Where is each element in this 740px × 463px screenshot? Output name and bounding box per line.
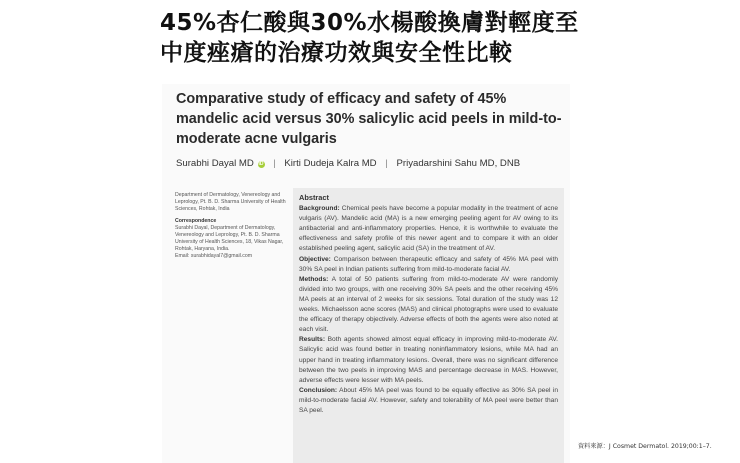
results-label: Results: bbox=[299, 336, 326, 344]
background-label: Background: bbox=[299, 205, 340, 213]
correspondence-email: Email: surabhidayal7@gmail.com bbox=[175, 253, 253, 259]
abstract-methods bbox=[299, 275, 558, 336]
objective-text: Comparison between therapeutic efficacy and safety of 45% MA peel with 30% SA peel in Indian patients suffering from mild-to-moderate facial AV. bbox=[299, 255, 558, 273]
results-text: Both agents showed almost equal efficacy in improving mild-to-moderate AV. Salicylic acid was found better in treating noninflammatory lesions, while MA had an upper hand in treating inflammatory lesions. Overall, there was no significant difference between the two peels in improving MAS and percentage decrease in MAS. However, adverse effects were lesser with MA peels. bbox=[299, 336, 558, 384]
methods-label: Methods: bbox=[299, 275, 329, 283]
author-3: Priyadarshini Sahu MD, DNB bbox=[396, 158, 521, 169]
author-1: Surabhi Dayal MD bbox=[176, 158, 254, 169]
conclusion-text: About 45% MA peel was found to be equally effective as 30% SA peel in mild-to-moderate facial AV. However, safety and tolerability of MA peel were better than SA peel. bbox=[299, 386, 559, 414]
conclusion-label: Conclusion: bbox=[299, 386, 338, 394]
orcid-icon: iD bbox=[258, 161, 264, 167]
author-separator: | bbox=[385, 158, 388, 169]
background-text: Chemical peels have become a popular modality in the treatment of acne vulgaris (AV). Mandelic acid (MA) is a new emerging peeling agent for AV owing to its antibacterial and anti-inflammatory properties. Hence, it is worthwhile to evaluate the effectiveness and safety profile of this newer agent and to compare it with an older established peeling agent, salicylic acid (SA) in the treatment of AV. bbox=[299, 205, 558, 253]
abstract-background bbox=[299, 204, 558, 254]
slide-title bbox=[160, 8, 720, 68]
affiliation-column bbox=[175, 192, 287, 260]
affiliation: Department of Dermatology, Venereology and Leprology, Pt. B. D. Sharma University of Health Sciences, Rohtak, India bbox=[175, 192, 286, 212]
correspondence-label: Correspondence bbox=[175, 218, 217, 224]
slide-title-line-2: 中度痤瘡的治療功效與安全性比較 bbox=[160, 40, 513, 66]
abstract-objective bbox=[299, 255, 558, 275]
paper-excerpt bbox=[162, 84, 570, 463]
paper-title: Comparative study of efficacy and safety of 45% mandelic acid versus 30% salicylic acid peels in mild-to-moderate acne vulgaris bbox=[176, 91, 562, 147]
abstract-box bbox=[293, 188, 564, 463]
slide-title-line-1: 45%杏仁酸與30%水楊酸換膚對輕度至 bbox=[160, 10, 579, 36]
source-citation: 資料來源：J Cosmet Dermatol. 2019;00:1–7. bbox=[578, 443, 712, 450]
author-separator: | bbox=[273, 158, 276, 169]
abstract-heading: Abstract bbox=[299, 193, 329, 202]
abstract-results bbox=[299, 335, 558, 385]
author-list bbox=[176, 158, 556, 169]
methods-text: A total of 50 patients suffering from mild-to-moderate AV were randomly divided into two groups, with one receiving 30% SA peels and the other receiving 45% MA peels at an interval of 2 weeks for six sessions. Total duration of the study was 12 weeks. Michaelsson acne scores (MAS) and clinical photographs were used to evaluate the efficacy of therapy objectively. Adverse effects of both the agents were also noted at each visit. bbox=[299, 275, 558, 334]
objective-label: Objective: bbox=[299, 255, 331, 263]
author-2: Kirti Dudeja Kalra MD bbox=[284, 158, 377, 169]
abstract-conclusion bbox=[299, 386, 558, 416]
correspondence-address: Surabhi Dayal, Department of Dermatology, Venereology and Leprology, Pt. B. D. Sharma University of Health Sciences, 18, Vikas Nagar, Rohtak, Haryana, India. bbox=[175, 225, 284, 252]
